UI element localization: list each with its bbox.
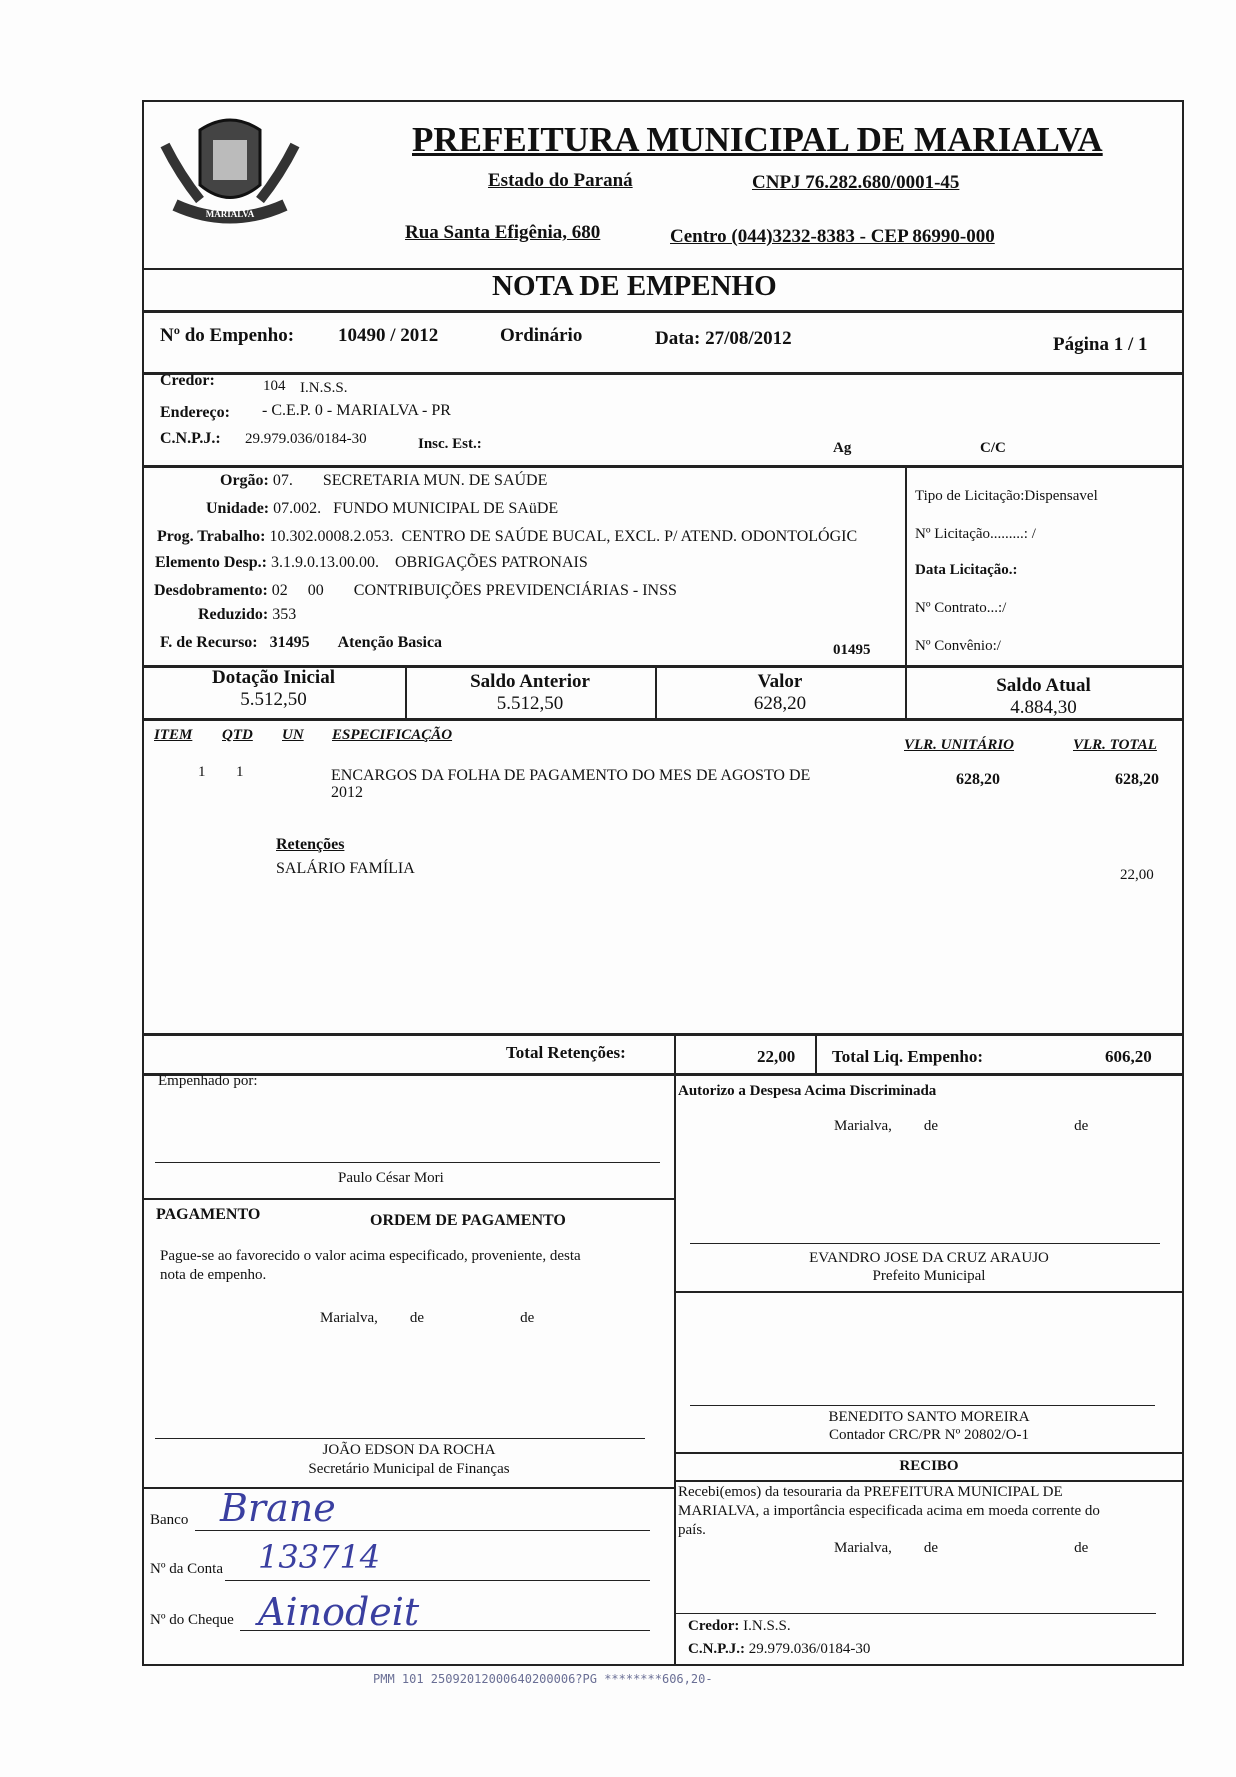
desdobramento-line: Desdobramento: 02 00 CONTRIBUIÇÕES PREVIDENCIÁRIAS - INSS — [154, 582, 677, 599]
recibo-cnpj: C.N.P.J.: 29.979.036/0184-30 — [688, 1641, 871, 1657]
machine-authentication-stamp: PMM 101 25092012000640200006?PG ********606,20- — [373, 1672, 713, 1686]
autorizo-city-line: Marialva, de de — [834, 1118, 1089, 1134]
tipo-licitacao: Tipo de Licitação:Dispensavel — [915, 488, 1098, 504]
empenho-number: 10490 / 2012 — [338, 325, 439, 346]
item-spec-cont: 2012 — [331, 784, 363, 801]
contador-title: Contador CRC/PR Nº 20802/O-1 — [828, 1427, 1030, 1443]
credor-code: 104 — [263, 378, 286, 394]
page-number: Página 1 / 1 — [1053, 334, 1148, 355]
elemento-line: Elemento Desp.: 3.1.9.0.13.00.00. OBRIGAÇÕES PATRONAIS — [155, 554, 588, 571]
total-liquido-label: Total Liq. Empenho: — [832, 1047, 983, 1066]
municipality-contact: Centro (044)3232-8383 - CEP 86990-000 — [670, 226, 995, 247]
numero-contrato: Nº Contrato...:/ — [915, 600, 1007, 616]
unidade-line: Unidade: 07.002. FUNDO MUNICIPAL DE SAüDE — [206, 500, 559, 517]
numero-convenio: Nº Convênio:/ — [915, 638, 1001, 654]
credor-label: Credor: — [160, 372, 215, 389]
prefeito-name: EVANDRO JOSE DA CRUZ ARAUJO — [809, 1250, 1049, 1266]
secretario-name: JOÃO EDSON DA ROCHA — [322, 1442, 496, 1458]
conta-label: Nº da Conta — [150, 1561, 223, 1577]
autorizo-text: Autorizo a Despesa Acima Discriminada — [678, 1083, 937, 1099]
numero-licitacao: Nº Licitação.........: / — [915, 526, 1036, 542]
cnpj-label: C.N.P.J.: — [160, 430, 221, 447]
municipality-title: PREFEITURA MUNICIPAL DE MARIALVA — [412, 120, 1103, 159]
recurso-code: 01495 — [833, 642, 871, 658]
col-un: UN — [282, 727, 304, 743]
recibo-heading: RECIBO — [899, 1458, 959, 1474]
col-qtd: QTD — [222, 727, 253, 743]
col-item: ITEM — [154, 727, 193, 743]
pagamento-city-line: Marialva, de de — [320, 1310, 535, 1326]
prog-trabalho-line: Prog. Trabalho: 10.302.0008.2.053. CENTRO DE SAÚDE BUCAL, EXCL. P/ ATEND. ODONTOLÓGIC — [157, 528, 858, 545]
recurso-line: F. de Recurso: 31495 Atenção Basica — [160, 634, 443, 651]
retencao-name: SALÁRIO FAMÍLIA — [276, 860, 415, 877]
saldo-anterior-cell: Saldo Anterior 5.512,50 — [470, 671, 590, 714]
item-number: 1 — [198, 764, 206, 780]
pague-text: Pague-se ao favorecido o valor acima especificado, proveniente, desta — [160, 1248, 581, 1264]
orgao-line: Orgão: 07. SECRETARIA MUN. DE SAÚDE — [220, 472, 548, 489]
contador-name: BENEDITO SANTO MOREIRA — [828, 1409, 1030, 1425]
conta-handwritten: 133714 — [258, 1538, 381, 1576]
recibo-text-2: MARIALVA, a importância especificada acima em moeda corrente do — [678, 1503, 1100, 1519]
pagamento-heading: PAGAMENTO — [156, 1206, 261, 1223]
recibo-text: Recebi(emos) da tesouraria da PREFEITURA MUNICIPAL DE — [678, 1484, 1063, 1500]
credor-name: I.N.S.S. — [300, 380, 348, 396]
item-unit-value: 628,20 — [956, 771, 1000, 788]
total-retencoes-value: 22,00 — [757, 1047, 796, 1066]
pague-text-cont: nota de empenho. — [160, 1267, 267, 1283]
recibo-text-3: país. — [678, 1522, 706, 1538]
account-label: C/C — [980, 440, 1006, 456]
municipality-cnpj: CNPJ 76.282.680/0001-45 — [752, 172, 960, 193]
item-qtd: 1 — [236, 764, 244, 780]
item-total-value: 628,20 — [1115, 771, 1159, 788]
saldo-atual-cell: Saldo Atual 4.884,30 — [996, 675, 1091, 718]
cheque-label: Nº do Cheque — [150, 1612, 234, 1628]
retencao-value: 22,00 — [1120, 867, 1154, 883]
prefeito-title: Prefeito Municipal — [872, 1268, 986, 1284]
retencoes-heading: Retenções — [276, 836, 345, 853]
ordem-pagamento-heading: ORDEM DE PAGAMENTO — [370, 1212, 566, 1229]
municipality-address: Rua Santa Efigênia, 680 — [405, 222, 601, 243]
cheque-handwritten: Ainodeit — [258, 1590, 420, 1634]
valor-cell: Valor 628,20 — [753, 671, 807, 714]
total-liquido-value: 606,20 — [1105, 1047, 1152, 1066]
empenho-date: Data: 27/08/2012 — [655, 328, 792, 349]
insc-est-label: Insc. Est.: — [418, 436, 482, 452]
dotacao-inicial-cell: Dotação Inicial 5.512,50 — [212, 667, 335, 710]
agency-label: Ag — [833, 440, 852, 456]
credor-cnpj: 29.979.036/0184-30 — [245, 431, 367, 447]
total-retencoes-label: Total Retenções: — [506, 1043, 626, 1062]
banco-handwritten: Brane — [220, 1486, 336, 1530]
state-label: Estado do Paraná — [488, 170, 633, 191]
item-spec: ENCARGOS DA FOLHA DE PAGAMENTO DO MES DE AGOSTO DE — [331, 767, 811, 784]
empenhado-por-name: Paulo César Mori — [338, 1170, 444, 1186]
document-title: NOTA DE EMPENHO — [492, 270, 777, 302]
recibo-city-line: Marialva, de de — [834, 1540, 1089, 1556]
recibo-credor: Credor: I.N.S.S. — [688, 1618, 791, 1634]
address-label: Endereço: — [160, 404, 230, 421]
credor-address: - C.E.P. 0 - MARIALVA - PR — [262, 402, 451, 419]
svg-text:MARIALVA: MARIALVA — [205, 209, 255, 219]
empenho-type: Ordinário — [500, 325, 583, 346]
col-vlr-total: VLR. TOTAL — [1073, 737, 1157, 753]
secretario-title: Secretário Municipal de Finanças — [308, 1461, 510, 1477]
municipal-coat-of-arms-logo — [155, 105, 305, 230]
col-especificacao: ESPECIFICAÇÃO — [332, 727, 453, 743]
banco-label: Banco — [150, 1512, 189, 1528]
data-licitacao: Data Licitação.: — [915, 562, 1018, 578]
empenhado-por-label: Empenhado por: — [158, 1073, 258, 1089]
reduzido-line: Reduzido: 353 — [198, 606, 297, 623]
col-vlr-unitario: VLR. UNITÁRIO — [904, 737, 1015, 753]
empenho-number-label: Nº do Empenho: — [160, 325, 295, 346]
